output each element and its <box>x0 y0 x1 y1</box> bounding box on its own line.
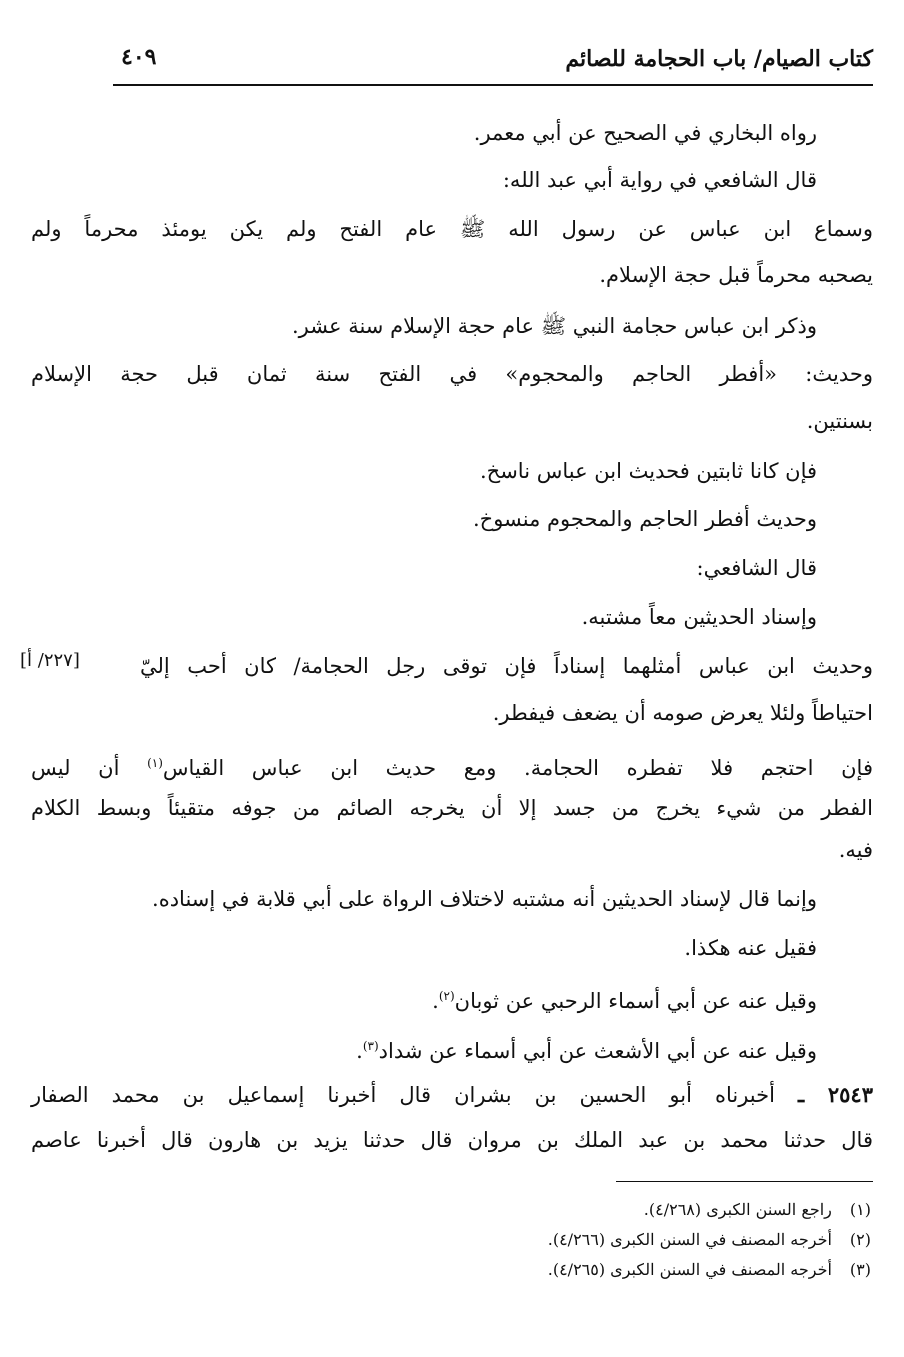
text-line: وحديث: «أفطر الحاجم والمحجوم» في الفتح سنة ثمان قبل حجة الإسلام <box>31 362 873 386</box>
manuscript-folio-note: [٢٢٧/ أ] <box>20 650 80 671</box>
text-segment: . <box>356 1039 363 1063</box>
text-line <box>31 1079 873 1111</box>
text-line: وإنما قال لإسناد الحديثين أنه مشتبه لاختلاف الرواة على أبي قلابة في إسناده. <box>152 887 817 911</box>
text-line: الفطر من شيء يخرج من جسد إلا أن يخرجه الصائم من جوفه متقيئاً وبسط الكلام <box>31 796 873 820</box>
text-segment: وقيل عنه عن أبي أسماء الرحبي عن ثوبان <box>454 989 817 1013</box>
text-line: يصحبه محرماً قبل حجة الإسلام. <box>599 263 873 287</box>
footnote-number: (٣) <box>849 1260 871 1279</box>
text-segment: أن ليس <box>31 756 120 780</box>
text-line: وحديث ابن عباس أمثلهما إسناداً فإن توقى رجل الحجامة/ كان أحب إليّ <box>140 654 873 678</box>
text-segment: أخبرناه أبو الحسين بن بشران قال أخبرنا إسماعيل بن محمد الصفار <box>31 1083 775 1107</box>
running-header <box>113 40 873 80</box>
text-line: قال الشافعي في رواية أبي عبد الله: <box>502 168 817 192</box>
footnote-text: راجع السنن الكبرى (٤/٢٦٨). <box>643 1200 832 1219</box>
page-number: ٤٠٩ <box>121 44 157 70</box>
text-line: فإن كانا ثابتين فحديث ابن عباس ناسخ. <box>479 459 817 483</box>
text-line <box>432 980 817 1017</box>
text-line <box>356 1030 817 1067</box>
text-line: وذكر ابن عباس حجامة النبي ﷺ عام حجة الإسلام سنة عشر. <box>292 314 817 338</box>
footnote-text: أخرجه المصنف في السنن الكبرى (٤/٢٦٦). <box>547 1230 832 1249</box>
text-line: وسماع ابن عباس عن رسول الله ﷺ عام الفتح ولم يكن يومئذ محرماً ولم <box>31 217 873 241</box>
text-segment: فإن احتجم فلا تفطره الحجامة. ومع حديث ابن عباس القياس <box>162 756 873 780</box>
footnote-ref[interactable]: (٣) <box>362 1039 379 1053</box>
text-segment: . <box>432 989 439 1013</box>
footnote <box>548 1258 871 1282</box>
text-line: احتياطاً ولئلا يعرض صومه أن يضعف فيفطر. <box>492 701 873 725</box>
text-line: قال حدثنا محمد بن عبد الملك بن مروان قال حدثنا يزيد بن هارون قال أخبرنا عاصم <box>31 1128 873 1152</box>
text-line: فقيل عنه هكذا. <box>684 936 817 960</box>
hadith-number: ٢٥٤٣ ـ <box>798 1082 873 1107</box>
header-rule <box>113 84 873 86</box>
footnote-number: (٢) <box>849 1230 871 1249</box>
footnote-number: (١) <box>849 1200 871 1219</box>
text-line: قال الشافعي: <box>696 556 817 580</box>
footnote-rule <box>616 1181 873 1182</box>
text-line <box>31 747 873 784</box>
text-line: بسنتين. <box>806 409 873 433</box>
footnote-text: أخرجه المصنف في السنن الكبرى (٤/٢٦٥). <box>547 1260 832 1279</box>
footnote <box>548 1228 871 1252</box>
chapter-title: كتاب الصيام/ باب الحجامة للصائم <box>565 46 873 72</box>
footnote <box>644 1198 871 1222</box>
text-line: فيه. <box>838 838 873 862</box>
text-line: رواه البخاري في الصحيح عن أبي معمر. <box>473 121 817 145</box>
text-line: وحديث أفطر الحاجم والمحجوم منسوخ. <box>472 507 817 531</box>
text-line: وإسناد الحديثين معاً مشتبه. <box>581 605 817 629</box>
footnote-ref[interactable]: (١) <box>147 756 163 770</box>
text-segment: وقيل عنه عن أبي الأشعث عن أبي أسماء عن شداد <box>378 1039 817 1063</box>
footnote-ref[interactable]: (٢) <box>438 989 455 1003</box>
